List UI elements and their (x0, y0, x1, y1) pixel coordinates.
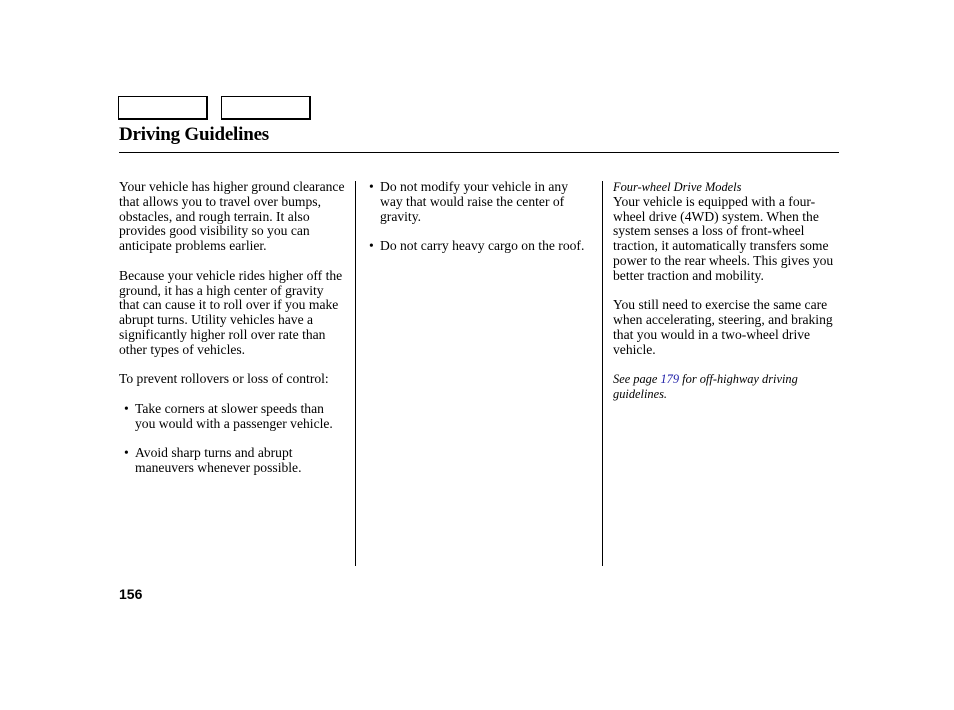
list-item-text: Take corners at slower speeds than you would with a passenger vehicle. (135, 400, 333, 431)
page-title: Driving Guidelines (119, 124, 270, 145)
column-divider (355, 181, 356, 566)
list-item-text: Do not carry heavy cargo on the roof. (380, 238, 585, 254)
list-item-text: Avoid sharp turns and abrupt maneuvers whenever possible. (135, 445, 302, 476)
list-item (369, 239, 593, 254)
list-item-text: Do not modify your vehicle in any way that would raise the center of gravity. (380, 179, 569, 224)
paragraph: Because your vehicle rides higher off the ground, it has a high center of gravity that can cause it to roll over if you make abrupt turns. Utility vehicles have a significantly higher roll over rate than other types of vehicles. (119, 267, 343, 357)
nav-previous-button[interactable] (118, 96, 208, 120)
list-item (369, 180, 593, 224)
bullet-icon: • (124, 400, 129, 416)
paragraph: Your vehicle has higher ground clearance that allows you to travel over bumps, obstacles, and rough terrain. It also provides good visibility so you can anticipate problems earlier. (119, 179, 345, 254)
bullet-icon: • (369, 179, 374, 194)
paragraph: Your vehicle is equipped with a four-wheel drive (4WD) system. When the system senses a loss of front-wheel traction, it automatically transfers some power to the rear wheels. This gives you better traction and mobility. (613, 193, 834, 283)
page-reference-link[interactable]: 179 (660, 372, 680, 387)
note-prefix: See page (613, 372, 661, 387)
column-middle (369, 180, 593, 269)
list-item (124, 402, 347, 432)
bullet-icon: • (124, 445, 129, 461)
note-suffix: for off-highway driving guidelines. (613, 372, 798, 402)
cross-reference-note (613, 372, 843, 402)
bullet-icon: • (369, 238, 374, 254)
list-item (124, 446, 347, 476)
column-left (119, 180, 347, 491)
page-number: 156 (119, 586, 143, 602)
column-right (613, 180, 843, 417)
nav-next-button[interactable] (221, 96, 311, 120)
title-divider (119, 152, 839, 153)
paragraph: To prevent rollovers or loss of control: (119, 371, 329, 387)
section-subheading: Four-wheel Drive Models (613, 180, 742, 194)
column-divider (602, 181, 603, 566)
paragraph: You still need to exercise the same care when accelerating, steering, and braking that you would in a two-wheel drive vehicle. (613, 297, 833, 357)
